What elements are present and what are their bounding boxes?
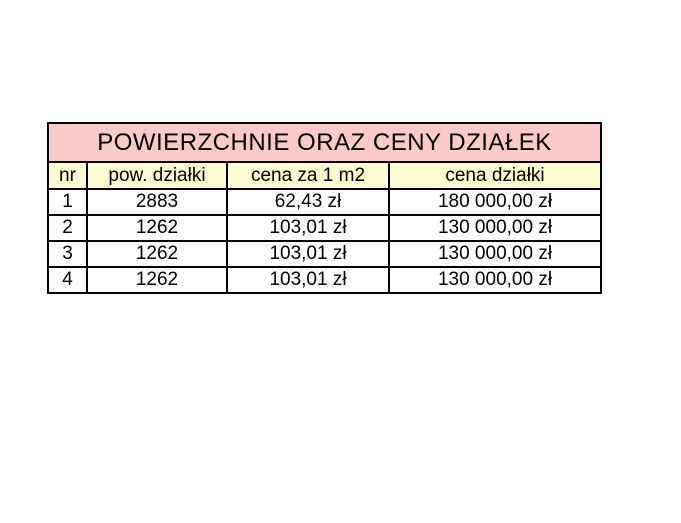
table-row <box>48 267 601 293</box>
plot-prices-table <box>47 122 602 294</box>
cell-price-per-m2: 62,43 zł <box>227 189 389 215</box>
table-row <box>48 189 601 215</box>
table-row <box>48 241 601 267</box>
cell-plot-price: 130 000,00 zł <box>389 215 601 241</box>
table-title-row <box>48 123 601 162</box>
cell-plot-price: 130 000,00 zł <box>389 267 601 293</box>
cell-price-per-m2: 103,01 zł <box>227 241 389 267</box>
cell-plot-price: 180 000,00 zł <box>389 189 601 215</box>
cell-plot-area: 2883 <box>87 189 227 215</box>
cell-price-per-m2: 103,01 zł <box>227 215 389 241</box>
cell-nr: 3 <box>48 241 87 267</box>
cell-plot-area: 1262 <box>87 215 227 241</box>
table-header-row <box>48 162 601 189</box>
cell-plot-area: 1262 <box>87 267 227 293</box>
cell-plot-area: 1262 <box>87 241 227 267</box>
table-title: POWIERZCHNIE ORAZ CENY DZIAŁEK <box>48 123 601 162</box>
cell-price-per-m2: 103,01 zł <box>227 267 389 293</box>
table-row <box>48 215 601 241</box>
cell-nr: 2 <box>48 215 87 241</box>
cell-nr: 1 <box>48 189 87 215</box>
column-header-nr: nr <box>48 162 87 189</box>
cell-plot-price: 130 000,00 zł <box>389 241 601 267</box>
column-header-plot-price: cena działki <box>389 162 601 189</box>
column-header-price-per-m2: cena za 1 m2 <box>227 162 389 189</box>
column-header-plot-area: pow. działki <box>87 162 227 189</box>
cell-nr: 4 <box>48 267 87 293</box>
